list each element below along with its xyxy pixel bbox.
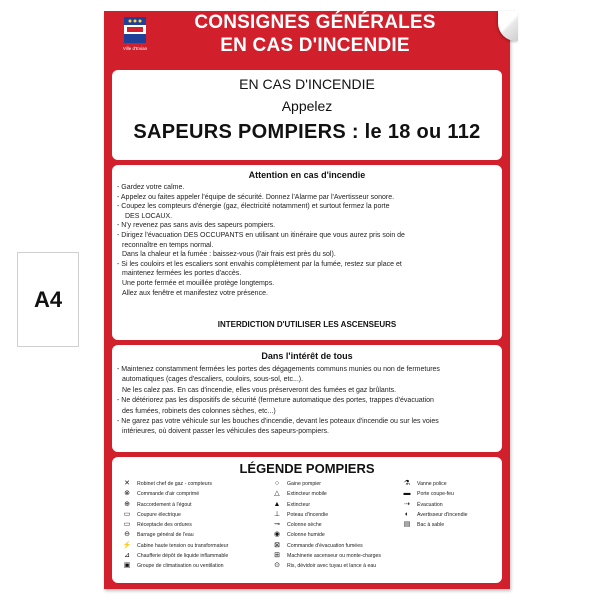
- legend-label: Machinerie ascenseur ou monte-charges: [287, 553, 382, 560]
- trash-icon: ▭: [123, 521, 131, 529]
- legend-label: Barrage général de l'eau: [137, 532, 194, 539]
- legend-column-2: [270, 479, 381, 572]
- legend-label: Colonne sèche: [287, 522, 322, 529]
- attention-line: - Appelez ou faites appeler l'équipe de sécurité. Donnez l'Alarme par l'Avertisseur sonore.: [117, 193, 395, 201]
- ventilation-icon: ▣: [123, 562, 131, 570]
- legend-label: Extincteur mobile: [287, 491, 327, 498]
- poster-title-line-2: EN CAS D'INCENDIE: [220, 35, 410, 56]
- legend-item: [120, 530, 228, 540]
- extinguisher-icon: ▲: [273, 500, 281, 508]
- legend-item: [270, 520, 381, 530]
- attention-heading: Attention en cas d'incendie: [248, 170, 366, 180]
- attention-line: maintenez fermées les portes d'accès.: [122, 270, 242, 278]
- legend-label: Colonne humide: [287, 532, 325, 539]
- hose-reel-icon: ⊙: [274, 562, 280, 570]
- dry-riser-icon: ⊸: [274, 521, 280, 529]
- size-label: A4: [33, 286, 63, 312]
- legend-item: [120, 561, 228, 571]
- legend-label: Cabine haute tension ou transformateur: [137, 542, 229, 549]
- legend-item: [270, 551, 381, 561]
- attention-line: Une porte fermée et mouillée protège longtemps.: [122, 279, 275, 287]
- legend-label: Réceptacle des ordures: [137, 522, 192, 529]
- legend-label: Coupure électrique: [137, 511, 181, 518]
- city-crest-icon: [124, 17, 146, 47]
- legend-item: [400, 510, 468, 520]
- interet-line: des fumées, robinets des colonnes sèches, etc...): [122, 407, 276, 415]
- legend-item: [400, 479, 468, 489]
- fire-alarm-icon: ◐: [404, 510, 410, 518]
- sand-bin-icon: ▤: [403, 521, 411, 529]
- call-line-2: Appelez: [281, 98, 333, 114]
- smoke-exhaust-icon: ⊠: [274, 541, 280, 549]
- legend-item: [400, 489, 468, 499]
- water-shutoff-icon: ⊖: [124, 531, 130, 539]
- legend-heading: LÉGENDE POMPIERS: [239, 461, 375, 476]
- boiler-icon: ⊿: [124, 552, 130, 560]
- legend-label: Raccordement à l'égout: [137, 501, 192, 508]
- call-box: [112, 70, 502, 160]
- logo-caption: Ville d'Evian: [122, 46, 148, 51]
- interet-line: - Maintenez constamment fermées les portes des dégagements communs munies ou non de fermetures: [117, 366, 440, 373]
- legend-item: [400, 500, 468, 510]
- legend-item: [270, 489, 381, 499]
- legend-box: [112, 457, 502, 583]
- legend-label: Groupe de climatisation ou ventilation: [137, 563, 224, 570]
- attention-line: reconnaître en temps normal.: [122, 241, 214, 249]
- attention-line: Dans la chaleur et la fumée : baissez-vous (l'air frais est près du sol).: [122, 251, 336, 259]
- poster-title-line-1: CONSIGNES GÉNÉRALES: [194, 12, 436, 33]
- legend-label: Ris, dévidoir avec tuyau et lance à eau: [287, 563, 377, 570]
- attention-line: - N'y revenez pas sans avis des sapeurs pompiers.: [117, 222, 276, 230]
- evacuation-icon: ⇢: [404, 500, 410, 508]
- legend-label: Gaine pompier: [287, 481, 322, 487]
- legend-item: [120, 479, 228, 489]
- interet-line: intérieures, où doivent passer les véhicules des sapeurs-pompiers.: [122, 428, 329, 436]
- interet-box: [112, 345, 502, 452]
- fire-duct-icon: ○: [274, 480, 280, 487]
- legend-item: [270, 561, 381, 571]
- legend-label: Robinet chef de gaz - compteurs: [137, 481, 212, 487]
- police-valve-icon: ⚗: [403, 480, 411, 487]
- legend-label: Vanne police: [417, 481, 447, 487]
- legend-label: Porte coupe-feu: [417, 491, 454, 498]
- hydrant-icon: ⊥: [273, 510, 281, 518]
- mobile-extinguisher-icon: △: [274, 490, 280, 498]
- poster-title: [155, 11, 475, 57]
- wet-riser-icon: ◉: [273, 531, 281, 539]
- legend-item: [120, 489, 228, 499]
- sewer-icon: ⊕: [124, 500, 130, 508]
- legend-item: [270, 510, 381, 520]
- legend-item: [120, 551, 228, 561]
- legend-label: Commande d'évacuation fumées: [287, 542, 363, 549]
- interet-line: Ne les calez pas. En cas d'incendie, elles vous préserveront des fumées et gaz brûlants.: [122, 386, 397, 394]
- legend-label: Commande d'air comprimé: [137, 491, 200, 498]
- legend-column-3: [400, 479, 468, 530]
- legend-item: [120, 520, 228, 530]
- legend-label: Extincteur: [287, 501, 311, 508]
- call-line-1: EN CAS D'INCENDIE: [239, 76, 375, 92]
- legend-label: Chaufferie dépôt de liquide inflammable: [137, 553, 229, 560]
- fire-door-icon: ▬: [403, 490, 411, 498]
- legend-item: [270, 479, 381, 489]
- attention-box: [112, 165, 502, 340]
- legend-item: [120, 510, 228, 520]
- interet-lines: [117, 365, 497, 438]
- legend-item: [120, 541, 228, 551]
- legend-item: [270, 500, 381, 510]
- attention-line: Allez aux fenêtre et manifestez votre présence.: [122, 289, 268, 297]
- high-voltage-icon: ⚡: [122, 541, 132, 549]
- attention-footer: INTERDICTION D'UTILISER LES ASCENSEURS: [217, 320, 397, 329]
- legend-label: Bac à sable: [417, 522, 445, 529]
- legend-label: Avertisseur d'incendie: [417, 511, 468, 518]
- call-line-3: SAPEURS POMPIERS : le 18 ou 112: [133, 121, 481, 143]
- legend-item: [270, 530, 381, 540]
- attention-line: - Coupez les compteurs d'énergie (gaz, électricité notamment) et surtout fermez la porte: [117, 203, 390, 211]
- elevator-machinery-icon: ⊞: [274, 552, 280, 560]
- electric-cutoff-icon: ▭: [123, 510, 131, 518]
- interet-line: automatiques (cages d'escaliers, couloirs, sous-sol, etc...).: [122, 376, 304, 384]
- size-label-box: [17, 252, 79, 347]
- interet-heading: Dans l'intérêt de tous: [261, 351, 353, 361]
- attention-line: - Gardez votre calme.: [117, 184, 185, 191]
- attention-line: - Si les couloirs et les escaliers sont envahis complètement par la fumée, restez sur place et: [117, 260, 402, 268]
- attention-line: - Dirigez l'évacuation DES OCCUPANTS en utilisant un itinéraire que vous aurez pris soin de: [117, 231, 405, 239]
- legend-label: Poteau d'incendie: [287, 511, 329, 518]
- attention-line: DES LOCAUX.: [125, 212, 173, 220]
- legend-column-1: [120, 479, 228, 572]
- legend-item: [400, 520, 468, 530]
- legend-label: Évacuation: [417, 501, 443, 508]
- legend-item: [270, 541, 381, 551]
- air-command-icon: ⊗: [124, 490, 130, 498]
- attention-lines: [117, 183, 497, 298]
- interet-line: - Ne détériorez pas les dispositifs de sécurité (fermeture automatique des portes, trappes d'évacuation: [117, 397, 434, 405]
- legend-item: [120, 500, 228, 510]
- interet-line: - Ne garez pas votre véhicule sur les bouches d'incendie, devant les poteaux d'incendie ou sur les voies: [117, 418, 439, 426]
- gas-valve-icon: ✕: [124, 480, 130, 487]
